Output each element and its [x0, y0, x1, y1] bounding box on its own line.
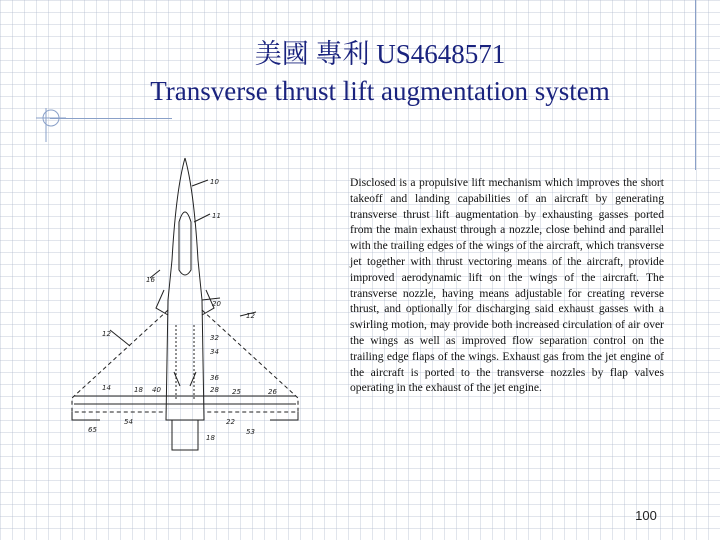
patent-abstract: Disclosed is a propulsive lift mechanism which improves the short takeoff and landing capabilities of an aircraft by generating transverse thrust lift augmentation by exhausting gasses ported from the main exhaust through a nozzle, close behind and parallel with the trailing edges of the wings of the aircraft, which transverse jet together with thrust vectoring means of the aircraft, provide improved aerodynamic lift on the wings of the aircraft. The transverse nozzle, having means adjustable for creating reverse thrust, and optionally for discharging said exhaust gasses with a swirling motion, may provide both increased circulation of air over the wings as well as improved flow separation control on the trailing edge flaps of the wings. Exhaust gas from the jet engine of the aircraft is ported to the transverse nozzles by flap valves operating in the exhaust of the jet engine. [350, 176, 664, 395]
ref-numeral: 26 [268, 388, 277, 396]
ref-numeral: 53 [246, 428, 255, 436]
left-wing [72, 310, 168, 412]
right-wing [202, 310, 298, 412]
ref-numeral: 54 [124, 418, 133, 426]
trailing-edge-flaps [72, 412, 298, 420]
ref-numeral: 32 [210, 334, 219, 342]
ref-numeral: 11 [212, 212, 221, 220]
ref-numeral: 16 [146, 276, 155, 284]
slide-title [0, 36, 720, 110]
ref-numeral: 12 [246, 312, 255, 320]
fuselage-outline [168, 158, 202, 300]
engine-duct [176, 325, 194, 400]
leader-lines [110, 180, 256, 346]
air-intakes [156, 290, 214, 315]
ref-numeral: 12 [102, 330, 111, 338]
flap-valves [174, 372, 196, 386]
decorative-horizontal-line [50, 118, 172, 119]
ref-numeral: 18 [134, 386, 143, 394]
title-line-2: Transverse thrust lift augmentation system [150, 76, 610, 106]
canopy [179, 212, 191, 275]
page-number: 100 [635, 508, 657, 523]
ref-numeral: 65 [88, 426, 97, 434]
crosshair-ornament [36, 108, 66, 144]
ref-numeral: 10 [210, 178, 219, 186]
ref-numeral: 18 [206, 434, 215, 442]
ref-numeral: 36 [210, 374, 219, 382]
patent-drawing [60, 150, 340, 460]
transverse-nozzle [74, 396, 296, 404]
exhaust-nozzle [172, 420, 198, 450]
title-line-1: 美國 專利 US4648571 [254, 39, 506, 69]
ref-numeral: 14 [102, 384, 111, 392]
fuselage-body [166, 300, 204, 420]
ref-numeral: 28 [210, 386, 219, 394]
ref-numeral: 20 [212, 300, 221, 308]
ref-numeral: 40 [152, 386, 161, 394]
ref-numeral: 22 [226, 418, 235, 426]
ref-numeral: 34 [210, 348, 219, 356]
reference-numerals [88, 178, 277, 442]
ref-numeral: 25 [232, 388, 241, 396]
